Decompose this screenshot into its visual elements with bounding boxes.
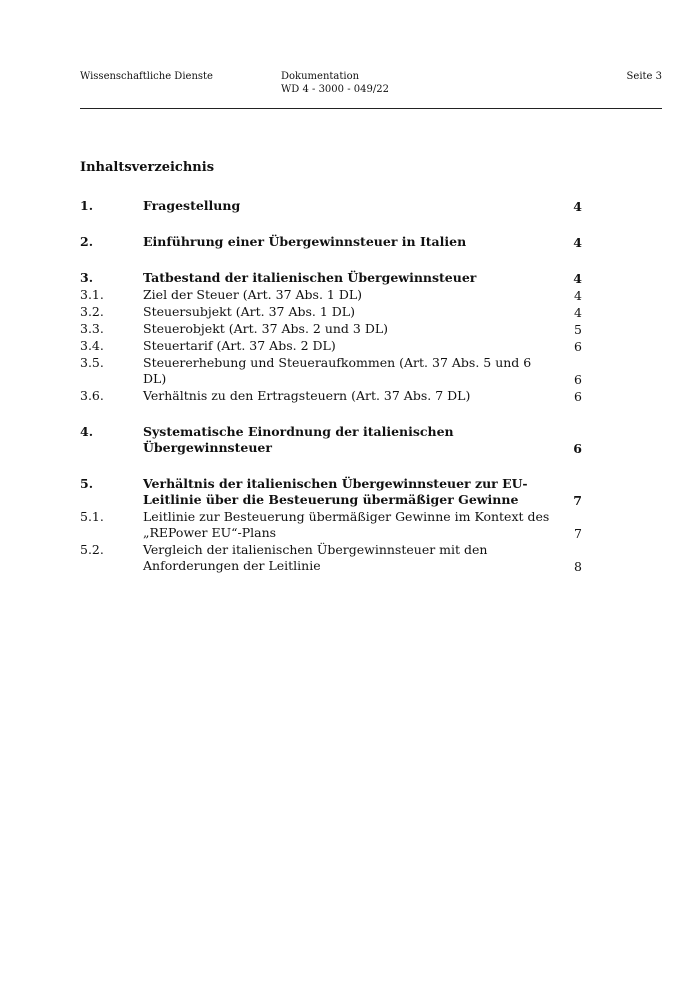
- toc-entry-number: 5.: [80, 476, 94, 491]
- toc-entry-title: Steuerobjekt (Art. 37 Abs. 2 und 3 DL): [143, 321, 389, 336]
- toc-entry-number: 2.: [80, 234, 94, 249]
- toc-entry-3-1[interactable]: [80, 287, 582, 303]
- toc-entry-title-line-1: Verhältnis der italienischen Übergewinnsteuer zur EU-: [143, 476, 528, 491]
- header-document-info: [281, 70, 389, 96]
- toc-entry-title-line-1: Systematische Einordnung der italienischen: [143, 424, 454, 439]
- toc-entry-5-1[interactable]: [80, 509, 582, 541]
- table-of-contents: [80, 198, 582, 574]
- header-divider: [80, 108, 662, 109]
- toc-entry-page: 6: [574, 372, 582, 387]
- toc-entry-title-line-2: „REPower EU“-Plans: [143, 525, 277, 540]
- toc-entry-title: Einführung einer Übergewinnsteuer in Italien: [143, 234, 467, 249]
- toc-entry-title-line-1: Vergleich der italienischen Übergewinnsteuer mit den: [143, 542, 488, 557]
- toc-entry-2[interactable]: [80, 234, 582, 250]
- toc-entry-page: 4: [573, 235, 582, 250]
- header-doc-number: WD 4 - 3000 - 049/22: [281, 84, 389, 95]
- toc-entry-page: 4: [573, 271, 582, 286]
- toc-entry-page: 7: [573, 493, 582, 508]
- toc-entry-page: 6: [574, 339, 582, 354]
- toc-entry-3-2[interactable]: [80, 304, 582, 320]
- toc-entry-number: 3.1.: [80, 287, 104, 302]
- toc-entry-number: 4.: [80, 424, 94, 439]
- toc-entry-3[interactable]: [80, 270, 582, 286]
- toc-entry-number: 3.3.: [80, 321, 104, 336]
- toc-entry-page: 5: [574, 322, 582, 337]
- toc-entry-title-line-2: Übergewinnsteuer: [143, 440, 272, 455]
- toc-entry-number: 3.6.: [80, 388, 104, 403]
- toc-entry-number: 5.1.: [80, 509, 104, 524]
- toc-entry-page: 7: [574, 526, 582, 541]
- toc-entry-number: 5.2.: [80, 542, 104, 557]
- toc-title: Inhaltsverzeichnis: [80, 160, 215, 175]
- toc-entry-5[interactable]: [80, 476, 582, 508]
- toc-entry-4[interactable]: [80, 424, 582, 456]
- toc-entry-title: Steuererhebung und Steueraufkommen (Art. 37 Abs. 5 und 6 DL): [143, 355, 532, 386]
- toc-entry-title: Ziel der Steuer (Art. 37 Abs. 1 DL): [143, 287, 363, 302]
- toc-entry-1[interactable]: [80, 198, 582, 214]
- toc-entry-title-line-2: Leitlinie über die Besteuerung übermäßiger Gewinne: [143, 492, 519, 507]
- toc-entry-title: Tatbestand der italienischen Übergewinnsteuer: [143, 270, 477, 285]
- toc-entry-number: 1.: [80, 198, 94, 213]
- toc-entry-title: Steuertarif (Art. 37 Abs. 2 DL): [143, 338, 336, 353]
- header-institution: Wissenschaftliche Dienste: [80, 71, 213, 82]
- toc-entry-number: 3.4.: [80, 338, 104, 353]
- toc-entry-title-line-2: Anforderungen der Leitlinie: [143, 558, 321, 573]
- toc-entry-title-line-1: Leitlinie zur Besteuerung übermäßiger Gewinne im Kontext des: [143, 509, 550, 524]
- toc-entry-title: Fragestellung: [143, 198, 241, 213]
- toc-entry-3-3[interactable]: [80, 321, 582, 337]
- toc-entry-3-6[interactable]: [80, 388, 582, 404]
- header-page-number: Seite 3: [626, 71, 662, 82]
- page-header: [80, 70, 662, 112]
- toc-entry-page: 4: [574, 288, 582, 303]
- toc-entry-number: 3.: [80, 270, 94, 285]
- toc-entry-title: Steuersubjekt (Art. 37 Abs. 1 DL): [143, 304, 355, 319]
- toc-entry-page: 6: [573, 441, 582, 456]
- toc-entry-number: 3.5.: [80, 355, 104, 370]
- toc-entry-title: Verhältnis zu den Ertragsteuern (Art. 37 Abs. 7 DL): [143, 388, 471, 403]
- toc-entry-3-5[interactable]: [80, 355, 582, 387]
- toc-entry-5-2[interactable]: [80, 542, 582, 574]
- toc-entry-3-4[interactable]: [80, 338, 582, 354]
- header-doc-type: Dokumentation: [281, 71, 360, 82]
- toc-entry-page: 6: [574, 389, 582, 404]
- toc-entry-number: 3.2.: [80, 304, 104, 319]
- toc-entry-page: 4: [574, 305, 582, 320]
- toc-entry-page: 8: [574, 559, 582, 574]
- toc-entry-page: 4: [573, 199, 582, 214]
